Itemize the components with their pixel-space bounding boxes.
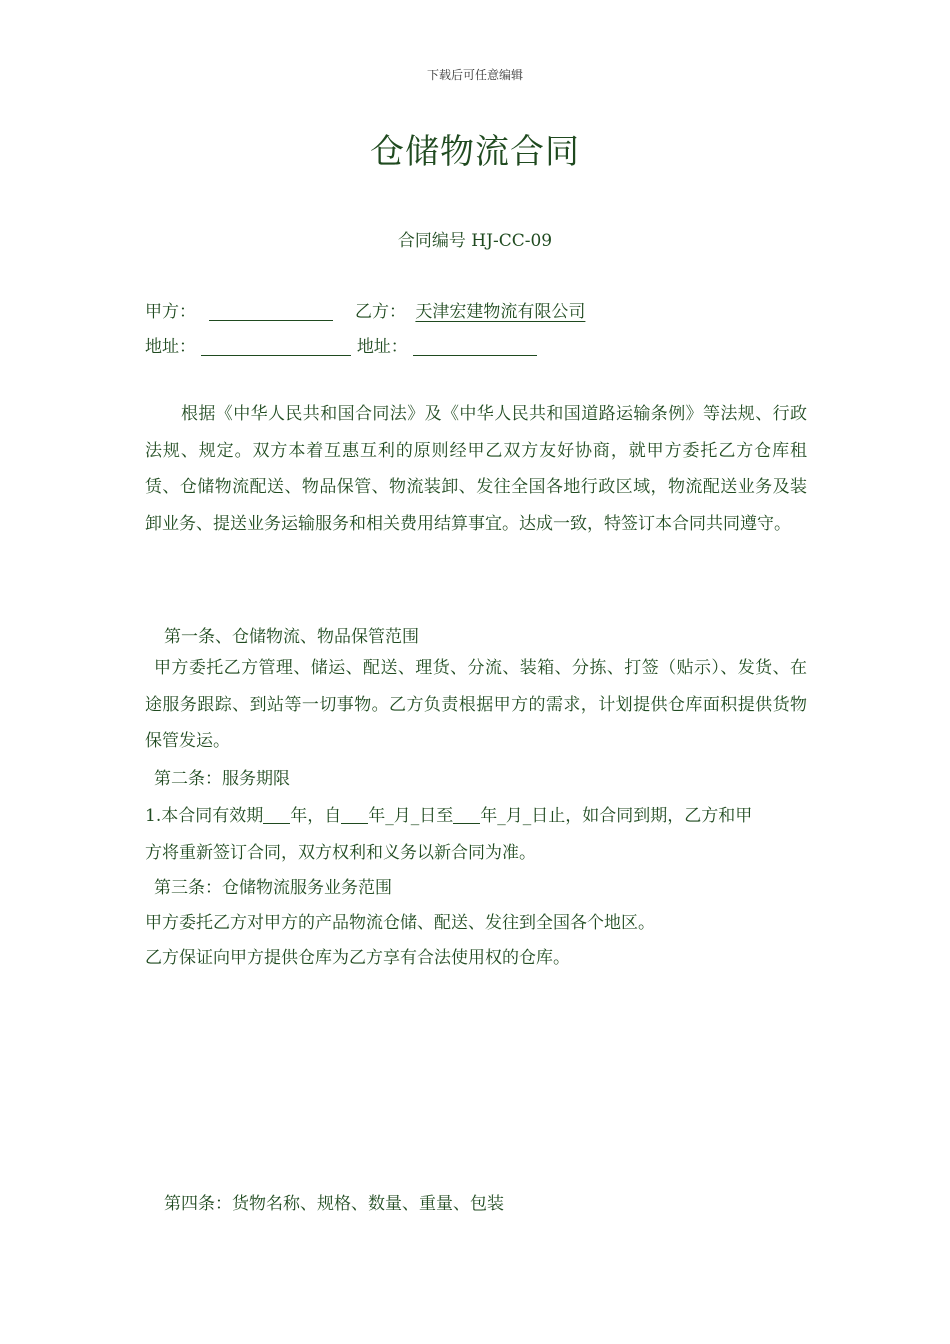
address-b-blank: [413, 337, 537, 356]
header-note: 下载后可任意编辑: [426, 68, 523, 82]
start-year-blank: [341, 805, 368, 824]
article3-line1: 甲方委托乙方对甲方的产品物流仓储、配送、发往到全国各个地区。: [145, 913, 655, 933]
article4-title: 第四条：货物名称、规格、数量、重量、包装: [164, 1194, 504, 1214]
page-title: 仓储物流合同: [370, 132, 580, 172]
intro-paragraph: 根据《中华人民共和国合同法》及《中华人民共和国道路运输条例》等法规、行政法规、规定。双方本着互惠互利的原则经甲乙双方友好协商，就甲方委托乙方仓库租赁、仓储物流配送、物品保管、物流装卸、发往全国各地行政区域，物流配送业务及装卸业务、提送业务运输服务和相关费用结算事宜。达成一致，特签订本合同共同遵守。: [145, 404, 807, 534]
article2-title: 第二条：服务期限: [154, 769, 290, 789]
article1-title: 第一条、仓储物流、物品保管范围: [164, 627, 419, 647]
address-a-blank: [201, 337, 351, 356]
article2-line2: 方将重新签订合同，双方权利和义务以新合同为准。: [145, 843, 536, 863]
article2-text-a: 1.本合同有效期: [145, 806, 264, 826]
address-row: [145, 332, 537, 357]
party-a-blank: [209, 302, 333, 321]
party-b-label: 乙方：: [355, 302, 406, 322]
party-a-row: [145, 297, 333, 322]
contract-number: 合同编号 HJ-CC-09: [397, 231, 553, 251]
address-b-label: 地址：: [356, 337, 408, 357]
term-years-blank: [263, 805, 290, 824]
party-a-label: 甲方：: [145, 302, 196, 322]
article3-title: 第三条：仓储物流服务业务范围: [154, 878, 392, 898]
article3-line2: 乙方保证向甲方提供仓库为乙方享有合法使用权的仓库。: [145, 948, 570, 968]
party-b-row: [355, 297, 593, 322]
party-b-value: 天津宏建物流有限公司: [415, 302, 586, 322]
article2-text-d: 年_月_日止，如合同到期，乙方和甲: [480, 806, 753, 826]
article1-body: 甲方委托乙方管理、储运、配送、理货、分流、装箱、分拣、打签（贴示）、发货、在途服务跟踪、到站等一切事物。乙方负责根据甲方的需求，计划提供仓库面积提供货物保管发运。: [145, 658, 807, 751]
end-year-blank: [453, 805, 480, 824]
article2-line1: [145, 801, 752, 826]
article2-text-c: 年_月_日至: [368, 806, 454, 826]
article2-text-b: 年，自: [290, 806, 342, 826]
address-a-label: 地址：: [145, 337, 196, 357]
